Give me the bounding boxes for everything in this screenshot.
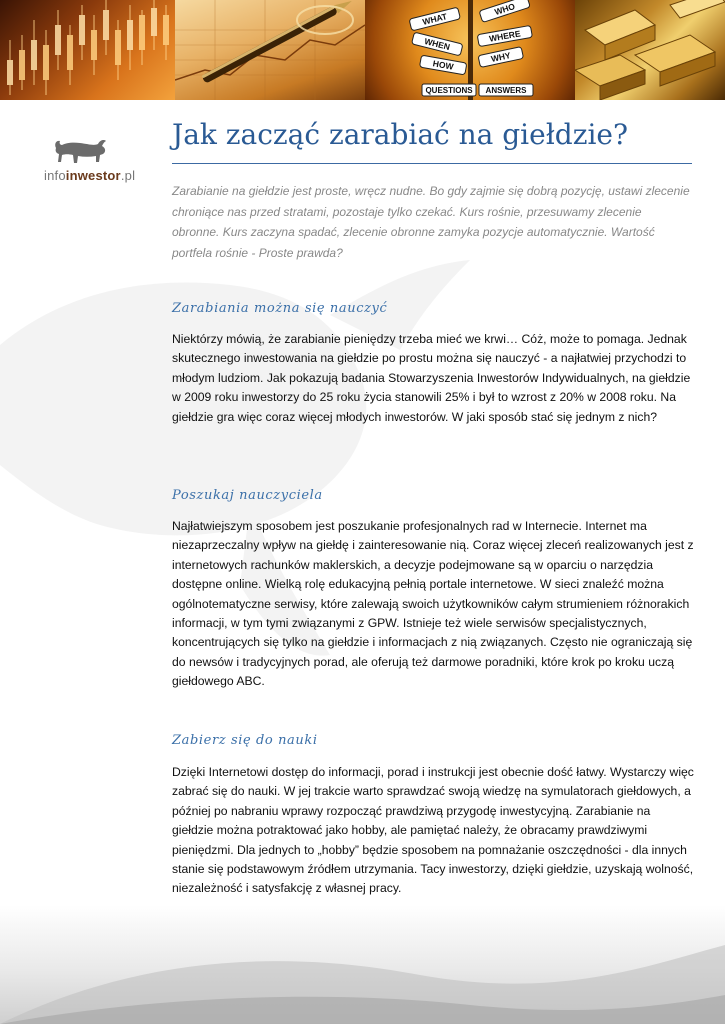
candlestick-chart-graphic bbox=[0, 0, 175, 100]
section-heading-zarabiania: Zarabiania można się nauczyć bbox=[172, 301, 388, 316]
gold-bars-graphic bbox=[575, 0, 725, 100]
page-title: Jak zacząć zarabiać na giełdzie? bbox=[172, 118, 628, 151]
header-banner bbox=[0, 0, 725, 100]
section-body-nauczyciela: Najłatwiejszym sposobem jest poszukanie profesjonalnych rad w Internecie. Internet ma niezaprzeczalny wpływ na giełdę i zainteresowanie nią. Coraz więcej zleceń realizowanych jest z internetowych rachunków maklerskich, a decyzje podejmowane są w oparciu o narzędzia dostępne online. Wielką rolę edukacyjną pełnią portale internetowe. W sieci znaleźć można ogólnotematyczne serwisy, które zalewają swoich użytkowników całym strumieniem różnorakich informacji, w tym tymi związanymi z GPW. Istnieje też wiele serwisów specjalistycznych, koncentrujących się tylko na giełdzie i informacjach z nią związanych. Często nie ograniczają się do newsów i tradycyjnych porad, ale oferują też darmowe poradniki, które krok po kroku uczą giełdowego ABC. bbox=[172, 519, 694, 689]
section-heading-nauki: Zabierz się do nauki bbox=[172, 733, 318, 748]
signpost-word-who: WHO bbox=[493, 1, 517, 18]
footer-wave-graphic bbox=[0, 905, 725, 1024]
signpost-word-how: HOW bbox=[432, 58, 455, 72]
bull-icon bbox=[50, 134, 110, 166]
infoinwestor-logo[interactable] bbox=[44, 134, 134, 194]
banner-gold-bars-photo bbox=[575, 0, 725, 100]
signpost-word-where: WHERE bbox=[488, 28, 522, 44]
banner-signpost-photo bbox=[365, 0, 575, 100]
section-heading-nauczyciela: Poszukaj nauczyciela bbox=[172, 488, 323, 503]
signpost-word-answers: ANSWERS bbox=[485, 86, 527, 95]
banner-chart-photo bbox=[0, 0, 175, 100]
footer-decoration bbox=[0, 905, 725, 1024]
signpost-word-when: WHEN bbox=[423, 36, 452, 53]
signpost-word-questions: QUESTIONS bbox=[425, 86, 473, 95]
pen-and-sheet-graphic bbox=[175, 0, 365, 100]
signpost-word-why: WHY bbox=[490, 50, 512, 64]
signpost-word-what: WHAT bbox=[421, 11, 449, 27]
intro-paragraph: Zarabianie na giełdzie jest proste, wręcz nudne. Bo gdy zajmie się dobrą pozycję, ustawi zlecenie chroniące nas przed stratami, pozostaje tylko czekać. Kurs rośnie, przesuwamy zlecenie obronne. Kurs zaczyna spadać, zlecenie obronne zamyka pozycje automatycznie. Wartość portfela rośnie - Proste prawda? bbox=[172, 184, 690, 260]
logo-wordmark: infoinwestor.pl bbox=[44, 168, 136, 183]
section-body-nauki: Dzięki Internetowi dostęp do informacji, porad i instrukcji jest obecnie dość łatwy. Wystarczy więc zabrać się do nauki. W jej trakcie warto sprawdzać swoją wiedzę na symulatorach giełdowych, a później po nabraniu wprawy rozpocząć prawdziwą przygodę inwestycyjną. Zarabianie na giełdzie można potraktować jako hobby, ale pamiętać należy, że obracamy prawdziwymi pieniędzmi. Dla jednych to „hobby” będzie sposobem na pomnażanie oszczędności - dla innych stanie się podstawowym źródłem utrzymania. Tacy inwestorzy, dzięki giełdzie, uzyskają wolność, niezależność i satysfakcję z własnej pracy. bbox=[172, 765, 694, 896]
section-body-zarabiania: Niektórzy mówią, że zarabianie pieniędzy trzeba mieć we krwi… Cóż, może to pomaga. Jednak skutecznego inwestowania na giełdzie po prostu można się nauczyć - a najłatwiej przychodzi to młodym ludziom. Jak pokazują badania Stowarzyszenia Inwestorów Indywidualnych, na giełdzie w 2009 roku inwestorzy do 25 roku życia stanowili 25% i był to wzrost z 20% w 2008 roku. Na giełdzie gra więc coraz więcej młodych inwestorów. W jaki sposób stać się jednym z nich? bbox=[172, 332, 691, 424]
title-divider bbox=[172, 163, 692, 164]
question-signpost-graphic bbox=[365, 0, 575, 100]
banner-pen-photo bbox=[175, 0, 365, 100]
